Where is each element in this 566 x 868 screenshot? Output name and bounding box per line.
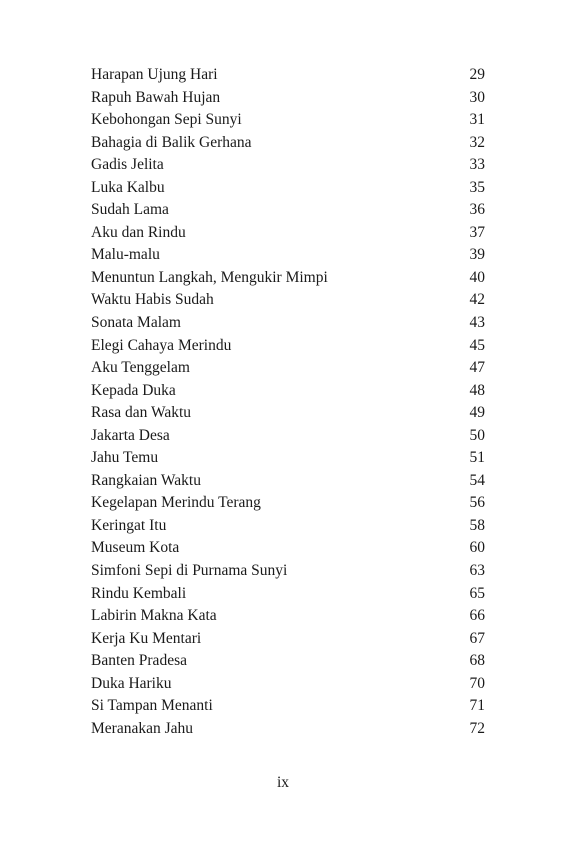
toc-entry-title: Labirin Makna Kata: [91, 607, 217, 625]
toc-entry-title: Rapuh Bawah Hujan: [91, 88, 221, 106]
toc-entry-title: Aku Tenggelam: [91, 359, 190, 377]
toc-entry-title: Sonata Malam: [91, 314, 181, 332]
toc-entry-page: 67: [469, 629, 485, 647]
toc-entry-page: 63: [469, 562, 485, 580]
toc-entry-title: Kerja Ku Mentari: [91, 629, 202, 647]
toc-entry-title: Meranakan Jahu: [91, 719, 193, 737]
toc-entry: [91, 267, 485, 290]
toc-entry-title: Jakarta Desa: [91, 426, 170, 444]
toc-entry: [91, 628, 485, 651]
toc-entry-page: 36: [469, 201, 485, 219]
toc-entry-title: Kepada Duka: [91, 381, 176, 399]
toc-entry-title: Menuntun Langkah, Mengukir Mimpi: [91, 268, 328, 286]
toc-entry-page: 40: [469, 268, 485, 286]
toc-entry: [91, 605, 485, 628]
toc-entry-title: Duka Hariku: [91, 674, 172, 692]
toc-entry: [91, 109, 485, 132]
toc-entry-page: 42: [469, 291, 485, 309]
toc-entry: [91, 357, 485, 380]
toc-entry-title: Waktu Habis Sudah: [91, 291, 214, 309]
toc-entry-title: Malu-malu: [91, 246, 160, 264]
toc-entry-page: 39: [469, 246, 485, 264]
toc-entry: [91, 402, 485, 425]
toc-entry-page: 33: [469, 156, 485, 174]
toc-entry-page: 35: [469, 178, 485, 196]
toc-entry: [91, 199, 485, 222]
toc-entry: [91, 64, 485, 87]
toc-entry-page: 56: [469, 494, 485, 512]
toc-entry-page: 49: [469, 404, 485, 422]
toc-entry: [91, 335, 485, 358]
toc-entry-title: Rangkaian Waktu: [91, 471, 201, 489]
toc-entry-page: 47: [469, 359, 485, 377]
toc-entry-page: 70: [469, 674, 485, 692]
toc-entry-title: Bahagia di Balik Gerhana: [91, 133, 252, 151]
toc-entry-title: Aku dan Rindu: [91, 223, 186, 241]
toc-entry: [91, 492, 485, 515]
toc-entry-title: Si Tampan Menanti: [91, 697, 213, 715]
toc-entry-page: 30: [469, 88, 485, 106]
toc-entry: [91, 650, 485, 673]
toc-entry-title: Banten Pradesa: [91, 652, 187, 670]
toc-entry: [91, 154, 485, 177]
toc-entry: [91, 380, 485, 403]
toc-entry-title: Luka Kalbu: [91, 178, 165, 196]
toc-entry: [91, 695, 485, 718]
toc-entry-page: 68: [469, 652, 485, 670]
toc-entry: [91, 470, 485, 493]
toc-entry-page: 60: [469, 539, 485, 557]
toc-entry: [91, 515, 485, 538]
toc-entry-title: Harapan Ujung Hari: [91, 66, 218, 83]
toc-entry: [91, 177, 485, 200]
toc-entry: [91, 673, 485, 696]
toc-entry-page: 51: [469, 449, 485, 467]
toc-entry-page: 45: [469, 336, 485, 354]
toc-entry-page: 72: [469, 719, 485, 737]
toc-entry: [91, 312, 485, 335]
toc-entry: [91, 560, 485, 583]
toc-entry-page: 58: [469, 516, 485, 534]
toc-entry: [91, 718, 485, 741]
toc-entry-page: 54: [469, 471, 485, 489]
toc-entry: [91, 222, 485, 245]
toc-entry-page: 31: [469, 111, 485, 129]
toc-entry-page: 43: [469, 314, 485, 332]
toc-entry: [91, 447, 485, 470]
toc-entry-title: Sudah Lama: [91, 201, 169, 219]
toc-entry-page: 29: [469, 66, 485, 83]
toc-entry-title: Rasa dan Waktu: [91, 404, 192, 422]
toc-entry: [91, 537, 485, 560]
toc-entry-page: 50: [469, 426, 485, 444]
page-number: ix: [276, 774, 290, 791]
toc-entry-title: Elegi Cahaya Merindu: [91, 336, 232, 354]
toc-entry: [91, 425, 485, 448]
toc-entry-page: 32: [469, 133, 485, 151]
toc-entry-page: 66: [469, 607, 485, 625]
toc-entry-title: Kegelapan Merindu Terang: [91, 494, 261, 512]
toc-entry-page: 71: [469, 697, 485, 715]
toc-entry: [91, 244, 485, 267]
toc-entry: [91, 87, 485, 110]
toc-entry-page: 37: [469, 223, 485, 241]
toc-entry-title: Gadis Jelita: [91, 156, 164, 174]
toc-entry-title: Keringat Itu: [91, 516, 167, 534]
toc-entry-page: 48: [469, 381, 485, 399]
toc-entry-title: Kebohongan Sepi Sunyi: [91, 111, 242, 129]
toc-entry-page: 65: [469, 584, 485, 602]
toc-entry-title: Simfoni Sepi di Purnama Sunyi: [91, 562, 288, 580]
toc-entry-title: Rindu Kembali: [91, 584, 187, 602]
toc-entry: [91, 289, 485, 312]
toc-entry-title: Museum Kota: [91, 539, 180, 557]
toc-entry: [91, 132, 485, 155]
toc-entry: [91, 583, 485, 606]
table-of-contents: [91, 64, 485, 740]
toc-entry-title: Jahu Temu: [91, 449, 159, 467]
